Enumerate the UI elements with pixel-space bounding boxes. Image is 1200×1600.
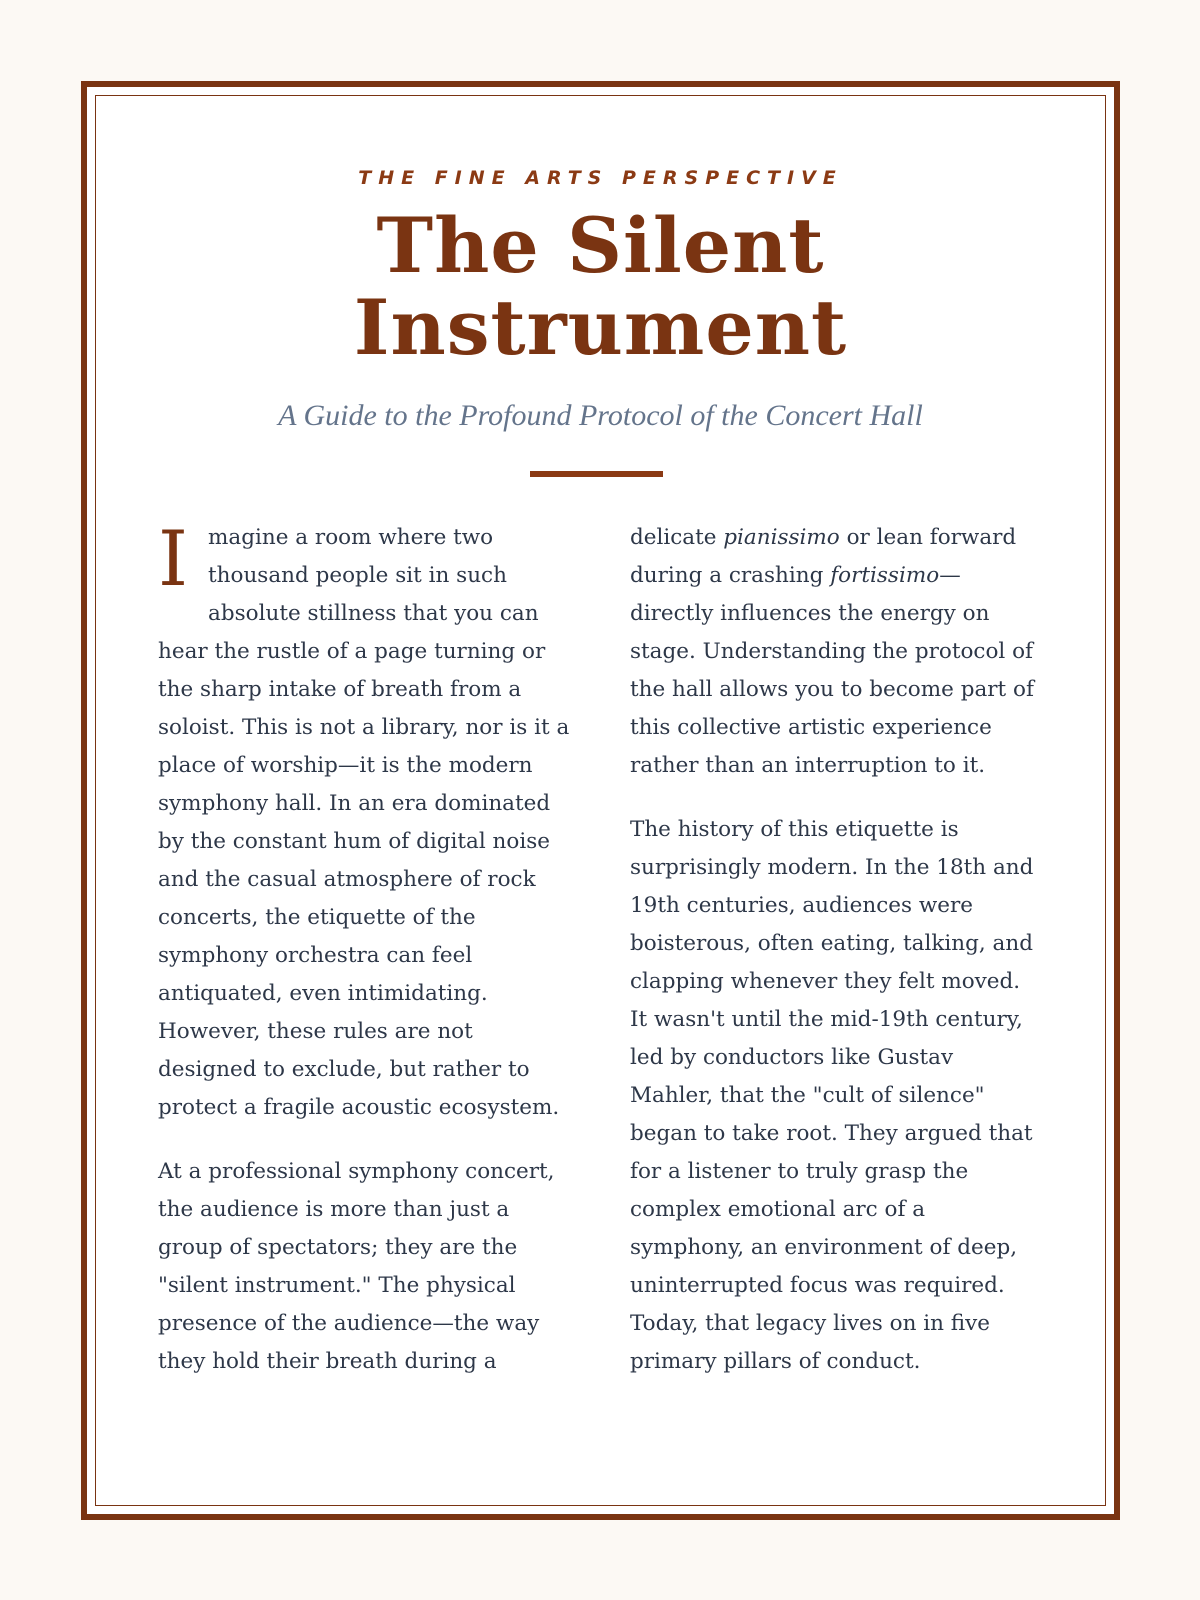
paragraph-intro-text: magine a room where two thousand people sit in such absolute stillness that you can hear the rustle of a page turning or the sharp intake of breath from a soloist. This is not a library, nor is it a place of worship—it is the modern symphony hall. In an era dominated by the constant hum of digital noise and the casual atmosphere of rock concerts, the etiquette of the symphony orchestra can feel antiquated, even intimidating. However, these rules are not designed to exclude, but rather to protect a fragile acoustic ecosystem. — [158, 525, 570, 1120]
subtitle: A Guide to the Profound Protocol of the Concert Hall — [278, 399, 923, 432]
drop-cap: I — [158, 514, 189, 603]
column-left — [158, 514, 570, 1407]
paragraph-silent-instrument-cont — [630, 519, 1042, 785]
divider — [530, 471, 663, 477]
section-kicker: THE FINE ARTS PERSPECTIVE — [358, 167, 843, 189]
article-frame — [81, 81, 1120, 1520]
title-line-1: The Silent — [376, 201, 825, 290]
term-fortissimo: fortissimo — [830, 563, 940, 588]
p2-text-continuation: delicate — [630, 525, 724, 550]
column-right — [630, 519, 1042, 1407]
title-line-2: Instrument — [353, 283, 848, 372]
page-title — [87, 201, 1114, 372]
paragraph-history: The history of this etiquette is surprisingly modern. In the 18th and 19th centuries, audiences were boisterous, often eating, talking, and clapping whenever they felt moved. It wasn't until the mid-19th century, led by conductors like Gustav Mahler, that the "cult of silence" began to take root. They argued that for a listener to truly grasp the complex emotional arc of a symphony, an environment of deep, uninterrupted focus was required. Today, that legacy lives on in five primary pillars of conduct. — [630, 817, 1034, 1374]
paragraph-silent-instrument — [158, 1153, 570, 1381]
term-pianissimo: pianissimo — [723, 525, 840, 550]
p2-text-c: —directly influences the energy on stage. Understanding the protocol of the hall allows you to become part of this collective artistic experience rather than an interruption to it. — [630, 563, 1034, 778]
p2-text-b: or lean forward during a crashing — [630, 525, 1017, 588]
paragraph-intro — [158, 514, 570, 1127]
p2-text-a: At a professional symphony concert, the audience is more than just a group of spectators; they are the "silent instrument." The physical presence of the audience—the way they hold their breath during a — [158, 1159, 555, 1374]
